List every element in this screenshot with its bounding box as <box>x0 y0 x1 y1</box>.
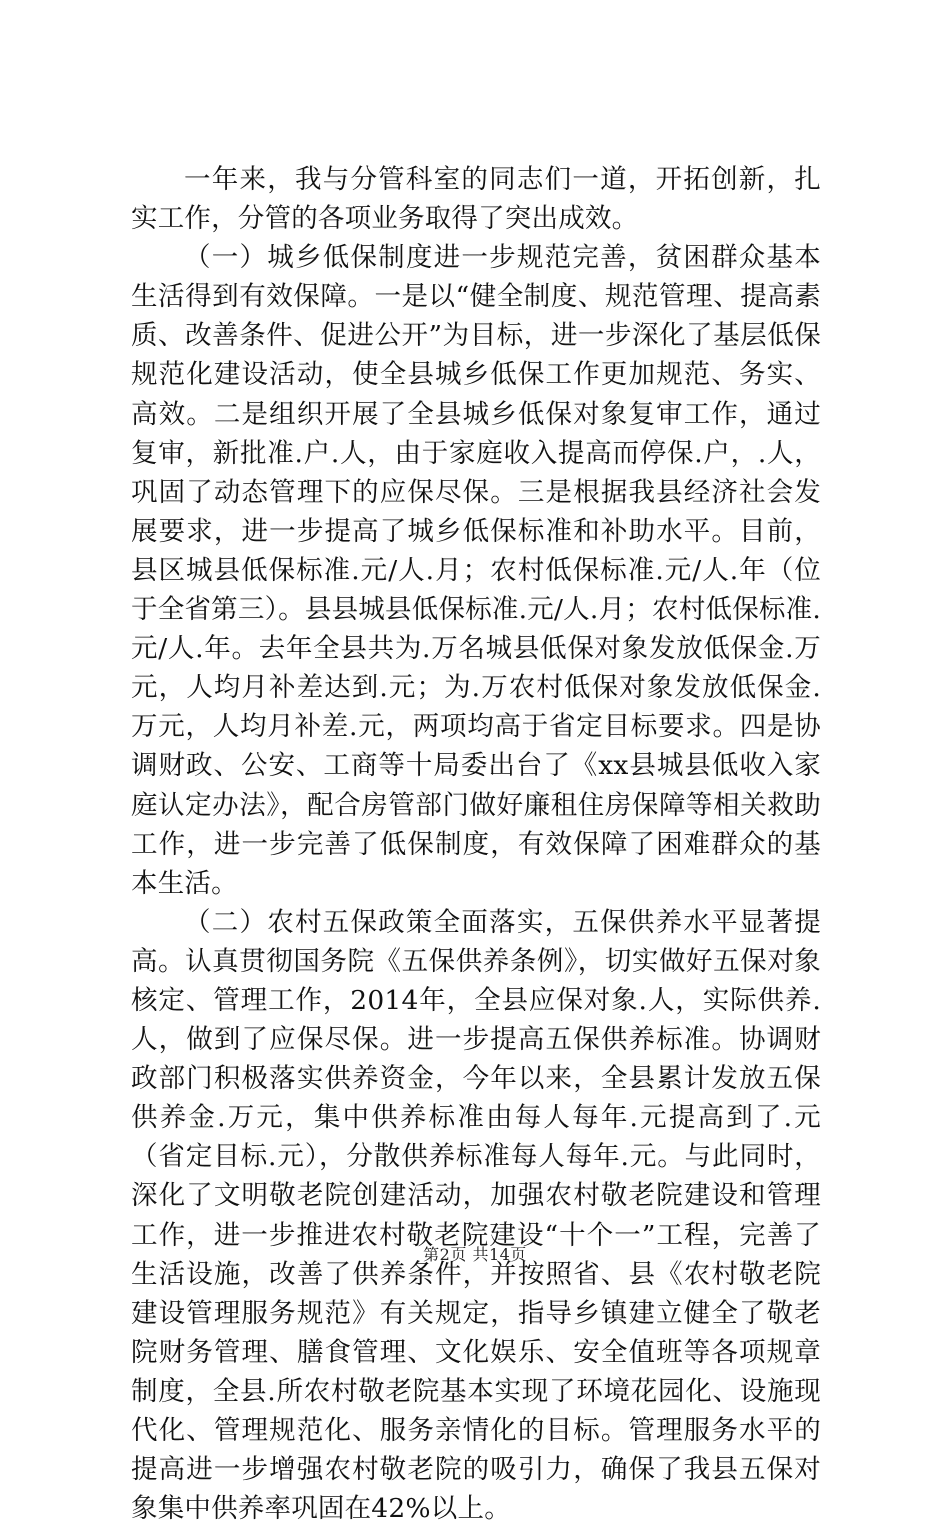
paragraph-section-1: （一）城乡低保制度进一步规范完善，贫困群众基本生活得到有效保障。一是以“健全制度、规范管理、提高素质、改善条件、促进公开”为目标，进一步深化了基层低保规范化建设活动，使全县城乡低保工作更加规范、务实、高效。二是组织开展了全县城乡低保对象复审工作，通过复审，新批准.户.人，由于家庭收入提高而停保.户，.人，巩固了动态管理下的应保尽保。三是根据我县经济社会发展要求，进一步提高了城乡低保标准和补助水平。目前，县区城县低保标准.元/人.月；农村低保标准.元/人.年（位于全省第三）。县县城县低保标准.元/人.月；农村低保标准.元/人.年。去年全县共为.万名城县低保对象发放低保金.万元，人均月补差达到.元；为.万农村低保对象发放低保金.万元，人均月补差.元，两项均高于省定目标要求。四是协调财政、公安、工商等十局委出台了《xx县城县低收入家庭认定办法》，配合房管部门做好廉租住房保障等相关救助工作，进一步完善了低保制度，有效保障了困难群众的基本生活。 <box>131 242 821 899</box>
paragraph-intro: 一年来，我与分管科室的同志们一道，开拓创新，扎实工作，分管的各项业务取得了突出成效。 <box>131 164 821 235</box>
paragraph-section-2: （二）农村五保政策全面落实，五保供养水平显著提高。认真贯彻国务院《五保供养条例》，切实做好五保对象核定、管理工作，2014年，全县应保对象.人，实际供养.人，做到了应保尽保。进一步提高五保供养标准。协调财政部门积极落实供养资金，今年以来，全县累计发放五保供养金.万元，集中供养标准由每人每年.元提高到了.元（省定目标.元），分散供养标准每人每年.元。与此同时，深化了文明敬老院创建活动，加强农村敬老院建设和管理工作，进一步推进农村敬老院建设“十个一”工程，完善了生活设施，改善了供养条件，并按照省、县《农村敬老院建设管理服务规范》有关规定，指导乡镇建立健全了敬老院财务管理、膳食管理、文化娱乐、安全值班等各项规章制度，全县.所农村敬老院基本实现了环境花园化、设施现代化、管理规范化、服务亲情化的目标。管理服务水平的提高进一步增强农村敬老院的吸引力，确保了我县五保对象集中供养率巩固在42%以上。 <box>131 906 821 1525</box>
page-footer: 第2页 共14页 <box>423 1245 527 1264</box>
document-body <box>131 160 821 1528</box>
